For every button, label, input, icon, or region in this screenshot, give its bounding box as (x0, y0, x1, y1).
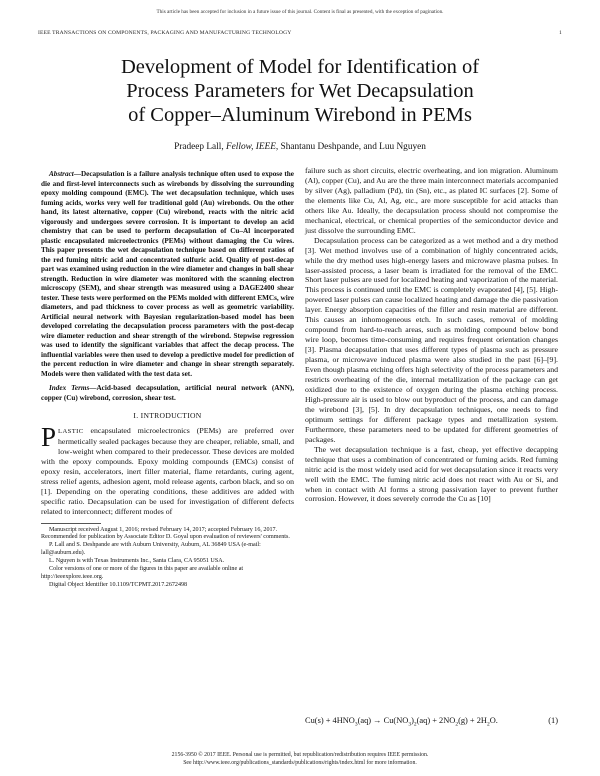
running-head (38, 30, 562, 36)
eq-part: (aq) + 2NO (416, 716, 456, 725)
index-terms (41, 384, 294, 403)
abstract (41, 170, 294, 379)
lead-word: LASTIC (58, 427, 84, 435)
eq-sub: 2 (455, 721, 459, 728)
author-line (40, 142, 560, 152)
abstract-text: —Decapsulation is a failure analysis technique often used to expose the die and first-level interconnects such as wirebonds by dissolving the surrounding epoxy molding compound (EMC). The wet decapsulation technique, which uses fuming acids, works very well for traditional gold (Au) wirebonds. On the other hand, its latest alternative, copper (Cu) wirebond, reacts with the nitric acid vigorously and undergoes severe corrosion. It is important to develop an acid chemistry that can be used to perform decapsulation of Cu–Al incorporated plastic encapsulated microelectronics (PEMs) without damaging the Cu wires. This paper presents the wet decapsulation technique based on different ratios of the red fuming nitric acid and concentrated sulfuric acid. Quality of post-decap part was examined using reduction in the wire diameter and changes in ball shear strength. Reduction in wire diameter was monitored with the scanning electron microscopy (SEM), and shear strength was measured using a DAGE2400 shear tester. These tests were performed on the PEMs molded with different EMCs, wire diameters, and pad thickness to cover process as well as geometric variability. Artificial neural network with Bayesian regularization-based model has been developed correlating the decapsulation process parameters with the post-decap wire diameter reduction and shear strength of the wirebond. Stepwise regression was used to identify the significant variables that affect the decap process. The influential variables were then used to develop a predictive model for prediction of the percent reduction in wire diameter and change in shear strength separately. Models were then validated with the test data set. (41, 170, 294, 378)
eq-sub: 2 (413, 721, 417, 728)
acceptance-notice: This article has been accepted for inclusion in a future issue of this journal. Content is final as presented, with the exception of pagination. (156, 9, 444, 15)
title-line: Process Parameters for Wet Decapsulation (126, 80, 474, 102)
left-column (41, 170, 294, 590)
body-paragraph: Decapsulation process can be categorized as a wet method and a dry method [3]. Wet method involves use of a combination of highly concentrated acids, while the dry method uses high-energy lasers and microwave plasma pulses. In laser-assisted process, a laser beam is irradiated for the removal of the EMC. Short laser pulses are used for localized heating and vaporization of the material. This process is continued until the EMC is completely evaporated [4], [5]. High-powered laser pulses can cause localized heating and damage the die passivation layer. Energy absorption capacities of the filler and resin material are different. This causes an inhomogeneous etch. In such cases, removal of molding compound from hard-to-reach areas, such as molding compound below bond wire loop, becomes time-consuming and requires frequent orientation changes [3]. Plasma decapsulation that uses different types of plasma such as pressure plasma, or microwave induced plasma were also studied in the past [6]–[9]. Even though plasma etching offers high selectivity of the process parameters and restricts overheating of the die, internal metallization of the package can get oxidized due to the existence of oxygen during the plasma etching process. High-pressure air is used to blow out byproduct of the process, and can damage the wirebond [3], [5]. In dry decapsulation techniques, one needs to find optimum settings for different package types and metallization system. Furthermore, these parameters need to be updated for different geometries of packages. (305, 235, 558, 444)
footnote: Digital Object Identifier 10.1109/TCPMT.2017.2672498 (49, 581, 188, 588)
eq-part: ) (411, 716, 414, 725)
footnote: Color versions of one or more of the figures in this paper are available online at http://ieeexplore.ieee.org. (41, 566, 244, 580)
body-paragraph: The wet decapsulation technique is a fast, cheap, yet effective decapping technique that uses a combination of concentrated or fuming acids. Red fuming nitric acid is the most widely used acid for wet decapsulation since it reacts very well with the EMC. The fuming nitric acid does not react with Au or Si, and when in contact with Al forms a strong passivation layer to prevent further corrosion. However, it does severely corrode the Cu as [10] (305, 444, 558, 504)
paper-title (40, 55, 560, 127)
eq-part: (aq) → Cu(NO (357, 716, 409, 725)
footnote-rule (41, 523, 101, 524)
eq-sub: 2 (486, 721, 490, 728)
other-authors: Shantanu Deshpande, and Luu Nguyen (280, 142, 426, 152)
copyright-line: 2156-3950 © 2017 IEEE. Personal use is permitted, but republication/redistribution requires IEEE permission. (171, 752, 429, 758)
drop-cap: P (41, 421, 57, 452)
author-role: Fellow, IEEE, (225, 142, 279, 152)
copyright-footer (0, 751, 600, 767)
body-paragraph: failure such as short circuits, electric overheating, and ion migration. Aluminum (Al), copper (Cu), and Au are the three main interconnect materials accompanied by silver (Ag), palladium (Pd), tin (Sn), etc., as plated IC surfaces [2]. Some of the elements like Cu, Al, Ag, etc., are more susceptible for acid attacks than others like Au. Ideally, the decapsulation process should not compromise the mechanical, electrical, or chemical properties of the semiconductor device and just dissolve the surrounding EMC. (305, 166, 558, 235)
equation-number: (1) (548, 716, 558, 725)
eq-part: Cu(s) + 4HNO (305, 716, 355, 725)
footnote: Manuscript received August 1, 2016; revised February 14, 2017; accepted February 16, 2017. Recommended for publication by Associate Editor D. Goyal upon evaluation of reviewers' comments. (41, 526, 290, 541)
eq-part: O. (489, 716, 498, 725)
eq-sub: 3 (408, 721, 412, 728)
right-column (305, 166, 558, 504)
eq-part: (g) + 2H (458, 716, 487, 725)
intro-text: encapsulated microelectronics (PEMs) are preferred over hermetically sealed packages because they are cheaper, reliable, small, and low-weight when compared to their predecessor. These devices are molded with the epoxy compounds. Epoxy molding compounds (EMCs) consist of epoxy resin, accelerators, inert filler material, flame retardants, curing agent, stress relief agents, adhesion agent, mold release agents, carbon black, and so on [1]. Depending on the operating conditions, these additives are added with specific ratio. Decapsulation can be used for investigation of different defects related to interconnect; different modes of (41, 425, 294, 516)
eq-sub: 3 (354, 721, 358, 728)
page-number: 1 (559, 30, 562, 36)
title-line: Development of Model for Identification of (120, 56, 480, 78)
equation-1 (305, 716, 558, 728)
footnote: P. Lall and S. Deshpande are with Auburn University, Auburn, AL 36849 USA (e-mail: lall@auburn.edu). (41, 542, 261, 557)
abstract-label: Abstract (49, 170, 74, 178)
title-line: of Copper–Aluminum Wirebond in PEMs (128, 104, 472, 126)
index-terms-label: Index Terms (49, 384, 90, 392)
footnote: L. Nguyen is with Texas Instruments Inc., Santa Clara, CA 95051 USA. (49, 558, 225, 565)
journal-name: IEEE TRANSACTIONS ON COMPONENTS, PACKAGING AND MANUFACTURING TECHNOLOGY (38, 30, 292, 36)
rights-link[interactable]: See http://www.ieee.org/publications_standards/publications/rights/index.html for more information. (183, 760, 417, 766)
section-heading: I. INTRODUCTION (133, 411, 202, 420)
intro-paragraph (41, 421, 294, 517)
index-terms-text: —Acid-based decapsulation, artificial neural network (ANN), copper (Cu) wirebond, corrosion, shear test. (41, 384, 295, 402)
author-name: Pradeep Lall, (174, 142, 224, 152)
